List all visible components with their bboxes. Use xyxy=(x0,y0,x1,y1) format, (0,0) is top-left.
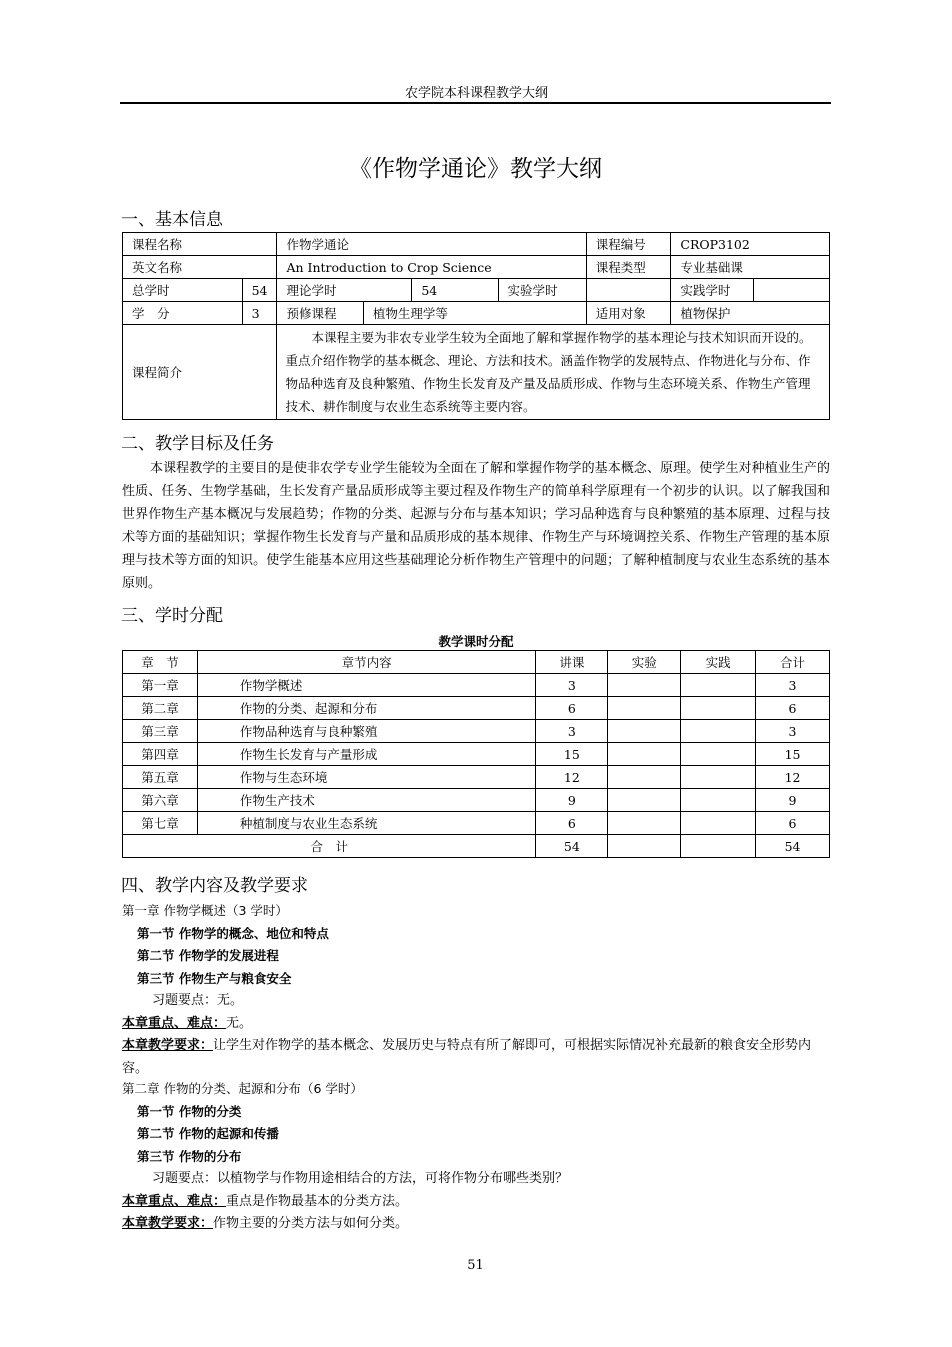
section-heading-hours: 三、学时分配 xyxy=(121,606,223,626)
req-label: 本章教学要求： xyxy=(122,1038,214,1053)
key-text: 重点是作物最基本的分类方法。 xyxy=(226,1193,409,1209)
practice-cell xyxy=(681,812,756,835)
practice-cell xyxy=(681,789,756,812)
req-text: 让学生对作物学的基本概念、发展历史与特点有所了解即可，可根据实际情况补充最新的粮食安全形势内容。 xyxy=(122,1038,812,1076)
lab-cell xyxy=(608,812,681,835)
requirements xyxy=(122,1213,830,1236)
key-points xyxy=(122,1191,830,1214)
table-row xyxy=(123,812,830,835)
hours-table xyxy=(122,650,830,858)
course-code: CROP3102 xyxy=(671,233,830,256)
prereq: 植物生理学等 xyxy=(363,302,586,325)
credit-label: 学 分 xyxy=(123,302,243,325)
lab-hours xyxy=(586,279,671,302)
credit: 3 xyxy=(242,302,277,325)
lecture-cell: 12 xyxy=(536,766,608,789)
lecture-cell: 9 xyxy=(536,789,608,812)
objective-paragraph: 本课程教学的主要目的是使非农学专业学生能较为全面在了解和掌握作物学的基本概念、原理。使学生对种植业生产的性质、任务、生物学基础，生长发育产量品质形成等主要过程及作物生产的简单科学原理有一个初步的认识。以了解我国和世界作物生产基本概况与发展趋势；作物的分类、起源与分布与基本知识；学习品种选育与良种繁殖的基本原理、过程与技术等方面的基础知识；掌握作物生长发育与产量和品质形成的基本规律、作物生产与环境调控关系、作物生产管理的基本原理与技术等方面的知识。使学生能基本应用这些基础理论分析作物生产管理中的问题；了解种植制度与农业生态系统的基本原则。 xyxy=(122,461,830,591)
header-cell: 合计 xyxy=(756,651,830,674)
total-practice xyxy=(681,835,756,858)
audience-label: 适用对象 xyxy=(586,302,671,325)
table-row xyxy=(123,674,830,697)
audience: 植物保护 xyxy=(671,302,830,325)
english-name-label: 英文名称 xyxy=(123,256,277,279)
theory-hours-label: 理论学时 xyxy=(277,279,412,302)
chapter-cell: 第三章 xyxy=(123,720,198,743)
hours-table-caption: 教学课时分配 xyxy=(438,634,514,649)
table-row xyxy=(123,766,830,789)
practice-cell xyxy=(681,743,756,766)
sum-cell: 9 xyxy=(756,789,830,812)
practice-cell xyxy=(681,720,756,743)
chapter-1-block xyxy=(122,900,830,1080)
total-sum: 54 xyxy=(756,835,830,858)
chapter-cell: 第六章 xyxy=(123,789,198,812)
info-row-intro xyxy=(123,325,830,420)
header-cell: 讲课 xyxy=(536,651,608,674)
practice-cell xyxy=(681,766,756,789)
header-cell: 章 节 xyxy=(123,651,198,674)
practice-hours xyxy=(754,279,830,302)
exercise-points: 习题要点：以植物学与作物用途相结合的方法，可将作物分布哪些类别？ xyxy=(152,1171,569,1186)
sum-cell: 3 xyxy=(756,720,830,743)
page-number: 51 xyxy=(467,1258,484,1273)
content-cell: 作物学概述 xyxy=(197,674,535,697)
exercise-points: 习题要点：无。 xyxy=(152,993,244,1008)
info-row-name xyxy=(123,233,830,256)
lab-cell xyxy=(608,789,681,812)
header-cell: 实践 xyxy=(681,651,756,674)
sum-cell: 6 xyxy=(756,812,830,835)
sum-cell: 12 xyxy=(756,766,830,789)
total-lab xyxy=(608,835,681,858)
section-title: 第一节 作物的分类 xyxy=(137,1103,242,1119)
info-row-english xyxy=(123,256,830,279)
table-row xyxy=(123,697,830,720)
section-title: 第二节 作物的起源和传播 xyxy=(137,1126,279,1141)
prereq-label: 预修课程 xyxy=(277,302,363,325)
lecture-cell: 3 xyxy=(536,720,608,743)
table-row xyxy=(123,743,830,766)
chapter-title: 第二章 作物的分类、起源和分布（6 学时） xyxy=(122,1081,363,1096)
content-cell: 种植制度与农业生态系统 xyxy=(197,812,535,835)
content-cell: 作物品种选育与良种繁殖 xyxy=(197,720,535,743)
section-heading-basic-info: 一、基本信息 xyxy=(121,210,223,230)
lab-cell xyxy=(608,766,681,789)
total-hours: 54 xyxy=(242,279,277,302)
table-row xyxy=(123,789,830,812)
course-name-label: 课程名称 xyxy=(123,233,277,256)
chapter-2-block xyxy=(122,1078,830,1236)
basic-info-table xyxy=(122,232,830,420)
intro-label: 课程简介 xyxy=(123,325,277,420)
section-title: 第三节 作物生产与粮食安全 xyxy=(137,970,292,986)
lab-cell xyxy=(608,674,681,697)
hours-header-row xyxy=(123,651,830,674)
header-cell: 章节内容 xyxy=(197,651,535,674)
intro-cell xyxy=(277,325,830,420)
course-name: 作物学通论 xyxy=(277,233,586,256)
chapter-cell: 第七章 xyxy=(123,812,198,835)
lab-hours-label: 实验学时 xyxy=(498,279,586,302)
running-header: 农学院本科课程教学大纲 xyxy=(404,86,548,101)
practice-cell xyxy=(681,674,756,697)
section-title: 第一节 作物学的概念、地位和特点 xyxy=(137,925,329,941)
course-intro-text: 本课程主要为非农专业学生较为全面地了解和掌握作物学的基本理论与技术知识而开设的。重点介绍作物学的基本概念、理论、方法和技术。涵盖作物学的发展特点、作物进化与分布、作物品种选育及良种繁殖、作物生长发育及产量及品质形成、作物与生态环境关系、作物生产管理技术、耕作制度与农业生态系统等主要内容。 xyxy=(285,330,812,414)
chapter-cell: 第二章 xyxy=(123,697,198,720)
lab-cell xyxy=(608,743,681,766)
total-row xyxy=(123,835,830,858)
chapter-cell: 第四章 xyxy=(123,743,198,766)
key-points xyxy=(122,1013,830,1036)
req-text: 作物主要的分类方法与如何分类。 xyxy=(213,1216,409,1231)
chapter-cell: 第一章 xyxy=(123,674,198,697)
section-title: 第三节 作物的分布 xyxy=(137,1148,242,1164)
content-cell: 作物的分类、起源和分布 xyxy=(197,697,535,720)
lab-cell xyxy=(608,697,681,720)
sum-cell: 6 xyxy=(756,697,830,720)
header-rule xyxy=(120,102,831,104)
total-label: 合 计 xyxy=(123,835,536,858)
lab-cell xyxy=(608,720,681,743)
lecture-cell: 3 xyxy=(536,674,608,697)
info-row-credit xyxy=(123,302,830,325)
theory-hours: 54 xyxy=(412,279,498,302)
chapter-cell: 第五章 xyxy=(123,766,198,789)
sum-cell: 3 xyxy=(756,674,830,697)
sum-cell: 15 xyxy=(756,743,830,766)
practice-cell xyxy=(681,697,756,720)
practice-hours-label: 实践学时 xyxy=(671,279,754,302)
section-heading-content: 四、教学内容及教学要求 xyxy=(121,876,308,896)
total-hours-label: 总学时 xyxy=(123,279,243,302)
document-title: 《作物学通论》教学大纲 xyxy=(349,156,602,182)
req-label: 本章教学要求： xyxy=(122,1216,214,1231)
lecture-cell: 6 xyxy=(536,812,608,835)
info-row-hours xyxy=(123,279,830,302)
key-text: 无。 xyxy=(226,1015,253,1031)
content-cell: 作物生长发育与产量形成 xyxy=(197,743,535,766)
key-label: 本章重点、难点： xyxy=(122,1193,227,1209)
table-row xyxy=(123,720,830,743)
section-heading-objectives: 二、教学目标及任务 xyxy=(121,434,274,454)
header-cell: 实验 xyxy=(608,651,681,674)
requirements xyxy=(122,1035,830,1080)
section-title: 第二节 作物学的发展进程 xyxy=(137,948,279,963)
key-label: 本章重点、难点： xyxy=(122,1015,227,1031)
course-code-label: 课程编号 xyxy=(586,233,671,256)
total-lecture: 54 xyxy=(536,835,608,858)
chapter-title: 第一章 作物学概述（3 学时） xyxy=(122,903,288,918)
lecture-cell: 15 xyxy=(536,743,608,766)
content-cell: 作物与生态环境 xyxy=(197,766,535,789)
english-name: An Introduction to Crop Science xyxy=(277,256,586,279)
course-type: 专业基础课 xyxy=(671,256,830,279)
content-cell: 作物生产技术 xyxy=(197,789,535,812)
lecture-cell: 6 xyxy=(536,697,608,720)
course-type-label: 课程类型 xyxy=(586,256,671,279)
